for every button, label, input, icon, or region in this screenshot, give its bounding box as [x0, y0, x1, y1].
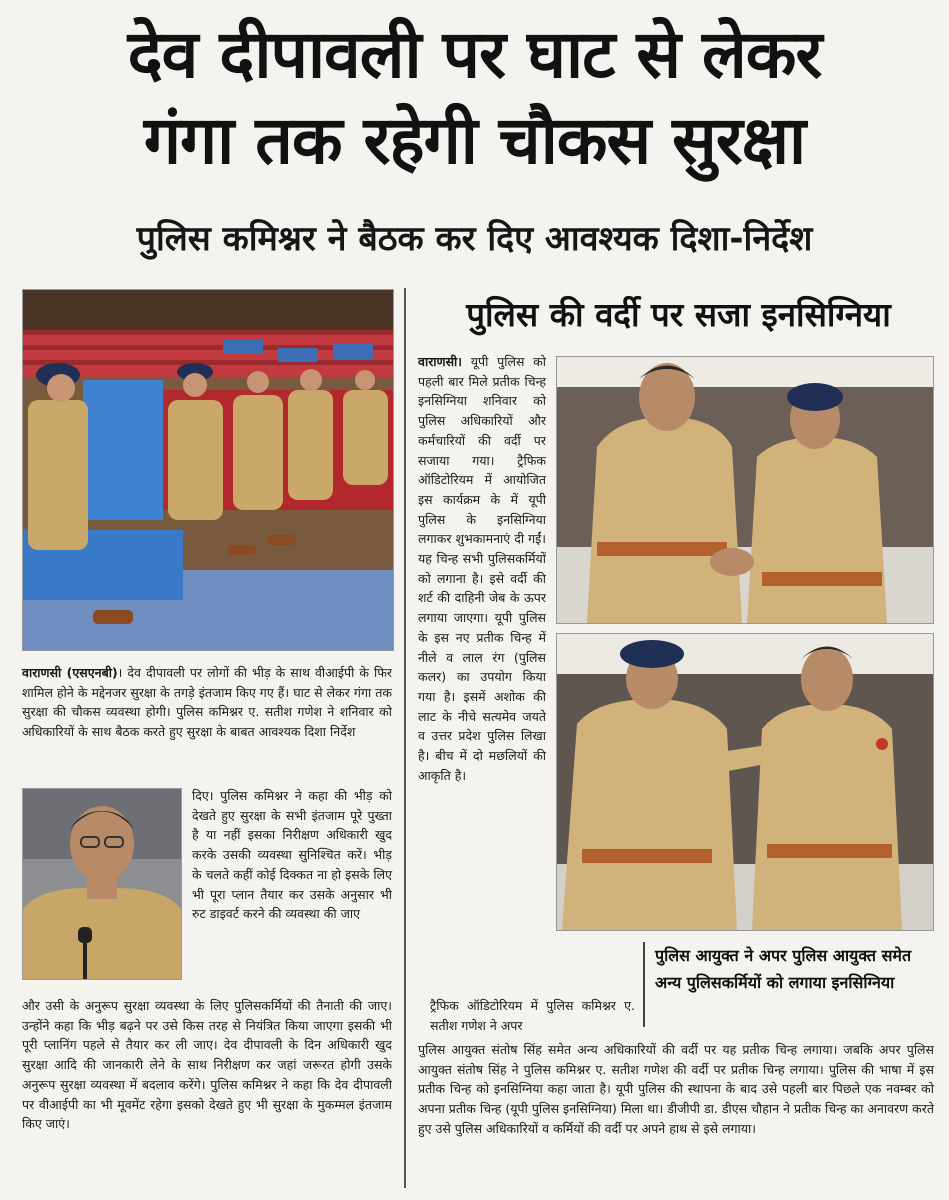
column-divider	[404, 288, 406, 1188]
right-story-col-1	[418, 352, 546, 785]
right-col-1-text: यूपी पुलिस को पहली बार मिले प्रतीक चिन्ह इनसिग्निया शनिवार को पुलिस अधिकारियों और कर्मचारियों की वर्दी पर सजाया गया। ट्रैफिक ऑडिटोरियम में आयोजित इस कार्यक्रम के में यूपी पुलिस के इनसिग्निया लगाकर शुभकामनाएं दी गईं। यह चिन्ह सभी पुलिसकर्मियों को लगाना है। इसे वर्दी की शर्ट की दाहिनी जेब के ऊपर लगाया जाएगा। यूपी पुलिस के इस नए प्रतीक चिन्ह में नीले व लाल रंग (पुलिस कलर) का उपयोग किया गया है। इसमें अशोक की लाट के नीचे सत्यमेव जयते व उत्तर प्रदेश पुलिस लिखा है। बीच में दो मछलियों की आकृति है।	[418, 354, 546, 783]
meeting-photo	[22, 289, 394, 651]
commissioner-photo	[22, 788, 182, 980]
right-headline: पुलिस की वर्दी पर सजा इनसिग्निया	[466, 295, 891, 334]
handshake-photo	[556, 356, 934, 624]
main-headline	[0, 12, 949, 184]
headline-line-2: गंगा तक रहेगी चौकस सुरक्षा	[143, 102, 806, 179]
photo-caption: पुलिस आयुक्त ने अपर पुलिस आयुक्त समेत अन्य पुलिसकर्मियों को लगाया इनसिग्निया	[643, 942, 933, 1027]
left-para-1-text: । देव दीपावली पर लोगों की भीड़ के साथ वीआईपी के फिर शामिल होने के मद्देनजर सुरक्षा के तगड़े इंतजाम किए गए हैं। घाट से लेकर गंगा तक सुरक्षा की चौकस व्यवस्था होगी। पुलिस कमिश्नर ए. सतीश गणेश ने शनिवार को अधिकारियों के साथ बैठक करते हुए सुरक्षा के बाबत आवश्यक दिशा निर्देश	[22, 665, 392, 740]
insignia-pinning-photo	[556, 633, 934, 931]
left-dateline: वाराणसी (एसएनबी)	[22, 665, 118, 680]
left-story-para-1	[22, 663, 392, 742]
right-dateline: वाराणसी।	[418, 354, 463, 369]
right-story-para-2b: पुलिस आयुक्त संतोष सिंह समेत अन्य अधिकारियों की वर्दी पर यह प्रतीक चिन्ह लगाया। जबकि अपर पुलिस आयुक्त संतोष सिंह ने पुलिस कमिश्नर ए. सतीश गणेश की वर्दी पर प्रतीक चिन्ह लगाया। पुलिस की भाषा में इस प्रतीक चिन्ह को इनसिग्निया कहा जाता है। यूपी पुलिस की स्थापना के बाद उसे पहली बार पिछले एक नवम्बर को अपना प्रतीक चिन्ह (यूपी पुलिस इनसिग्निया) मिला था। डीजीपी डा. डीएस चौहान ने प्रतीक चिन्ह का अनावरण करते हुए उसे पुलिस अधिकारियों व कर्मियों की वर्दी पर अपने हाथ से इसे लगाया।	[418, 1042, 934, 1136]
left-story-para-2: दिए। पुलिस कमिश्नर ने कहा की भीड़ को देखते हुए सुरक्षा के सभी इंतजाम पूरे पुख्ता है या नहीं इसका निरीक्षण अधिकारी खुद करके उसकी व्यवस्था सुनिश्चित करें। भीड़ के चलते कहीं कोई दिक्कत ना हो इसके लिए भी पूरा प्लान तैयार कर उसके अनुसार भी रुट डाइवर्ट करने की व्यवस्था की जाए	[192, 788, 392, 922]
right-story-para-2a: ट्रैफिक ऑडिटोरियम में पुलिस कमिश्नर ए. सतीश गणेश ने अपर	[430, 998, 635, 1033]
left-story-para-3: और उसी के अनुरूप सुरक्षा व्यवस्था के लिए पुलिसकर्मियों की तैनाती की जाए। उन्होंने कहा कि भीड़ बढ़ने पर उसे किस तरह से नियंत्रित किया जाएगा इसकी भी पूरी प्लानिंग पहले से तैयार कर ली जाए। देव दीपावली के दिन अधिकारी खुद सुरक्षा आदि की जानकारी लेने के साथ निरीक्षण कर जहां जरूरत होगी उसके अनुरूप सुरक्षा व्यवस्था में बदलाव करेंगे। पुलिस कमिश्नर ने कहा कि देव दीपावली पर वीआईपी का भी मूवमेंट रहेगा इसको देखते हुए भी सुरक्षा के मुकम्मल इंतजाम किए जाएं।	[22, 998, 392, 1132]
headline-line-1: देव दीपावली पर घाट से लेकर	[127, 16, 822, 93]
sub-headline: पुलिस कमिश्नर ने बैठक कर दिए आवश्यक दिशा-निर्देश	[136, 219, 813, 259]
